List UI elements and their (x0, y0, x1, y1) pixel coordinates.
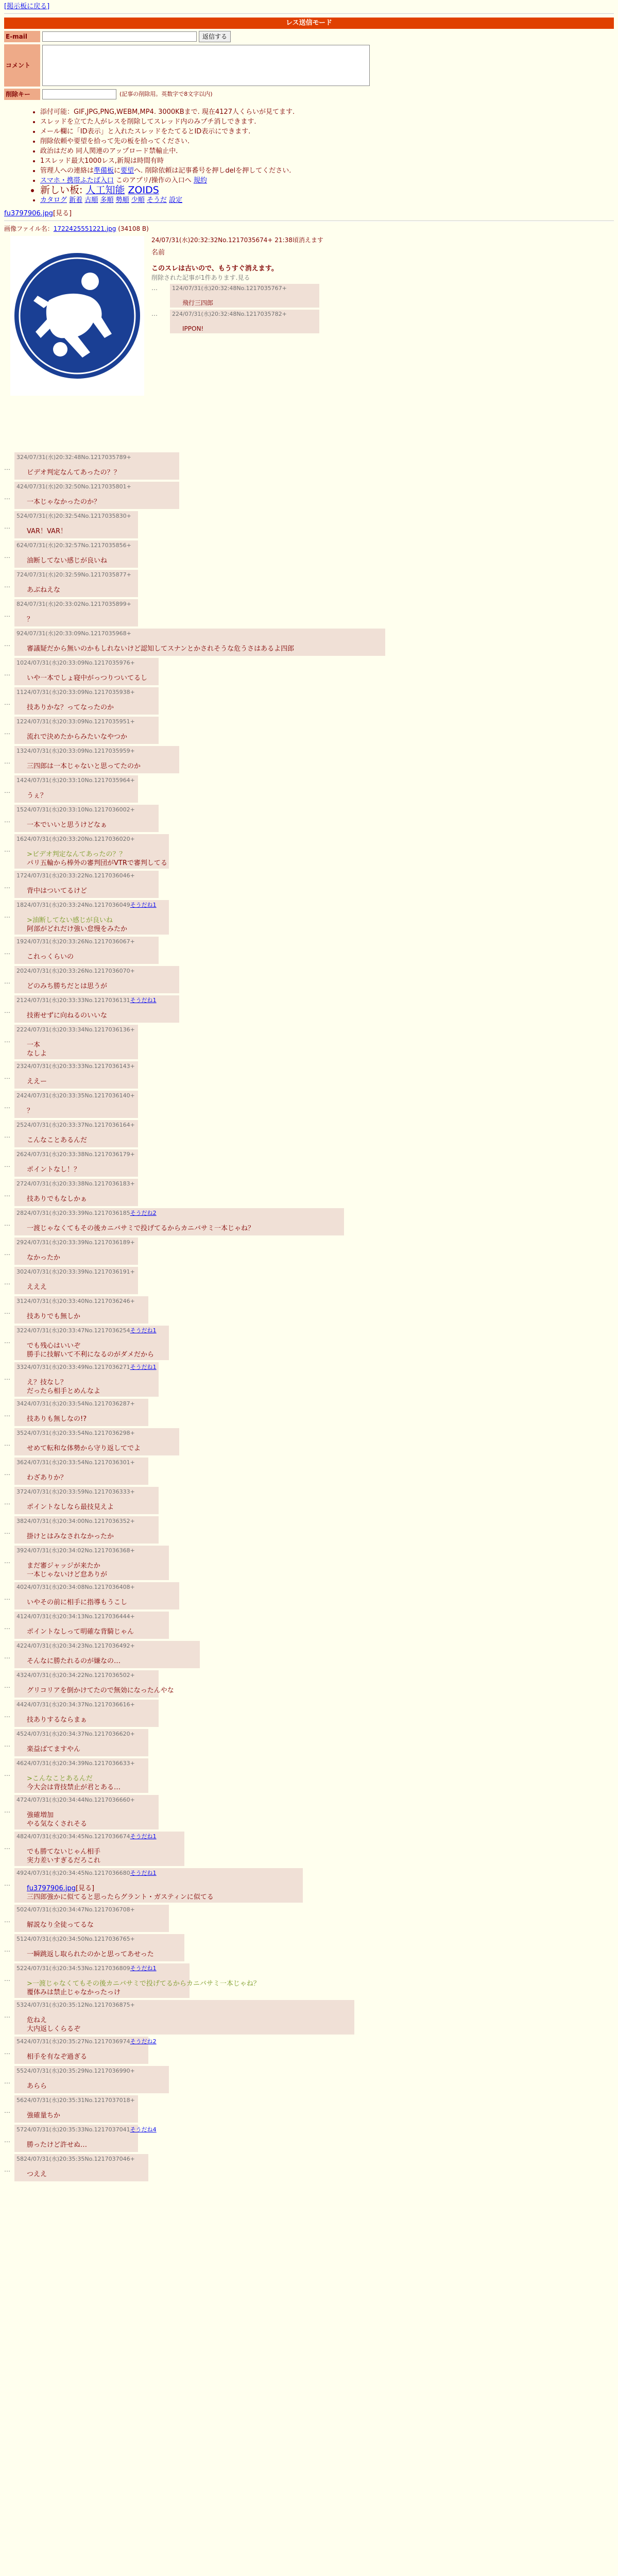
reply-text: 三四郎は一本じゃないと思ってたのか (27, 762, 141, 770)
reply-text: 強確増加 やる気なくされそる (27, 1811, 88, 1828)
reply-meta: 3924/07/31(水)20:34:02No.1217036368+ (16, 1547, 135, 1554)
file-link-line: fu3797906.jpg[見る] (4, 210, 72, 217)
reply-text: せめて転和な体勢から守り返してでよ (27, 1444, 141, 1452)
reply-post: … 2524/07/31(水)20:33:37No.1217036164+ こんなことあるんだ (4, 1120, 614, 1149)
reply-post: … 4024/07/31(水)20:34:08No.1217036408+ いやその前に相手に指導もうこし (4, 1582, 614, 1612)
reply-text: >一渡じゃなくてもその後カニバサミで投げてるからカニバサミ一本じゃね？ 覆体みは禁止じゃなかったっけ (27, 1979, 260, 1997)
ai-board-link[interactable]: 人工知能 (85, 184, 125, 196)
reply-meta: 5724/07/31(水)20:35:33No.1217037041そうだね4 (16, 2126, 157, 2133)
reply-meta: 1924/07/31(水)20:33:26No.1217036067+ (16, 938, 135, 945)
delete-key-note: (記事の削除用。英数字で8文字以内) (119, 90, 213, 97)
reply-meta: 3224/07/31(水)20:33:47No.1217036254そうだね1 (16, 1327, 157, 1334)
reply-post: … 2724/07/31(水)20:33:38No.1217036183+ 技ありでもなしかぁ (4, 1179, 614, 1208)
reply-text: つええ (27, 2170, 47, 2178)
reply-box (14, 540, 138, 568)
rule-item: • 1スレッド最大1000レス,新規は時間有時 (40, 156, 614, 166)
reply-meta: 5124/07/31(水)20:34:50No.1217036765+ (16, 1936, 135, 1942)
catalog-link[interactable]: カタログ (40, 196, 67, 204)
reply-box (14, 658, 159, 685)
reply-post: … 3524/07/31(水)20:33:54No.1217036298+ せめて転和な体勢から守り返してでよ (4, 1428, 614, 1458)
reply-meta: 4824/07/31(水)20:34:45No.1217036674そうだね1 (16, 1833, 157, 1840)
reply-meta: 5224/07/31(水)20:34:53No.1217036809そうだね1 (16, 1965, 157, 1972)
reply-text: 背中はついてるけど (27, 887, 88, 895)
reply-text: でも勝てないじゃん相手 実力差いすぎるだろこれ (27, 1848, 101, 1865)
reply-meta: 5524/07/31(水)20:35:29No.1217036990+ (16, 2067, 135, 2074)
quoted-text: >ビデオ判定なんてあったの？？ (27, 850, 126, 858)
reply-post: … 3424/07/31(水)20:33:54No.1217036287+ 技ありも無しなの!? (4, 1399, 614, 1428)
reply-box (14, 1296, 148, 1324)
rule-item: • スレッドを立てた人がレスを削除してスレッド内のみプチ消しできます. (40, 117, 614, 127)
thread-image[interactable] (10, 236, 144, 396)
reply-meta: 1424/07/31(水)20:33:10No.1217035964+ (16, 777, 135, 784)
reply-meta: 224/07/31(水)20:32:48No.1217035782+ (172, 311, 287, 318)
reply-text: 油断してない感じが良いね (27, 556, 108, 565)
reply-text: わざありか？ (27, 1473, 67, 1482)
reply-box (14, 1179, 138, 1206)
reply-post: … 5324/07/31(水)20:35:12No.1217036875+ 危ねえ 大内返しくらるぞ (4, 2000, 614, 2037)
reply-text: こんなことあるんだ (27, 1136, 88, 1144)
reply-meta: 2924/07/31(水)20:33:39No.1217036189+ (16, 1239, 135, 1246)
reply-post: … 3024/07/31(水)20:33:39No.1217036191+ えええ (4, 1267, 614, 1296)
reply-post: … 2424/07/31(水)20:33:35No.1217036140+ ？ (4, 1091, 614, 1120)
reply-text: 一瞬跳返し取られたのかと思ってあせった (27, 1950, 154, 1958)
reply-text: いや一本でしょ寝中がっつりついてるし (27, 674, 148, 682)
reply-box (14, 1729, 148, 1756)
quoted-text: >一渡じゃなくてもその後カニバサミで投げてるからカニバサミ一本じゃね？ (27, 1979, 260, 1988)
reply-post: … 1024/07/31(水)20:33:09No.1217035976+ いや一本でしょ寝中がっつりついてるし (4, 658, 614, 687)
reply-post: … 4824/07/31(水)20:34:45No.1217036674そうだね1 でも勝てないじゃん相手 実力差いすぎるだろこれ (4, 1832, 614, 1868)
reply-box (14, 482, 179, 509)
reply-text: 技ありも無しなの!? (27, 1415, 87, 1423)
reply-post: … 4924/07/31(水)20:34:45No.1217036680そうだね1 fu3797906.jpg[見る] 三四郎強かに似てると思ったらグラント・ガスティンに似てる (4, 1868, 614, 1905)
reply-post: … 4724/07/31(水)20:34:44No.1217036660+ 強確増加 やる気なくされそる (4, 1795, 614, 1832)
quoted-text: >油断してない感じが良いね (27, 916, 113, 924)
reply-meta: 5324/07/31(水)20:35:12No.1217036875+ (16, 2002, 135, 2008)
reply-post: … 4124/07/31(水)20:34:13No.1217036444+ ポイントなしって明確な背騎じゃん (4, 1612, 614, 1641)
reply-text: 一本 なしよ (27, 1041, 47, 1058)
sodane-button[interactable]: そうだね1 (130, 902, 157, 908)
rule-item: • 管理人への連絡は準備板に要望へ. 削除依頼は記事番号を押しdelを押してください. (40, 166, 614, 176)
reply-post: … 2124/07/31(水)20:33:33No.1217036131そうだね1 技術せずに向ねるのいいな (4, 995, 614, 1025)
reply-text: 強確量ちか (27, 2111, 61, 2120)
reply-text: ええー (27, 1077, 47, 1086)
reply-box (14, 1963, 260, 1998)
op-post (4, 236, 614, 396)
reply-post: … 5424/07/31(水)20:35:27No.1217036974そうだね2 相手を有なぞ過ぎる (4, 2037, 614, 2066)
reply-text: 危ねえ 大内返しくらるぞ (27, 2016, 81, 2033)
reply-box (14, 900, 169, 935)
reply-box (14, 1149, 138, 1177)
reply-meta: 824/07/31(水)20:33:02No.1217035899+ (16, 601, 131, 607)
reply-text: 一本じゃなかったのか？ (27, 498, 101, 506)
reply-box (14, 1025, 138, 1059)
reply-box (14, 1934, 184, 1961)
reply-box (14, 570, 138, 597)
reply-post: … 2324/07/31(水)20:33:33No.1217036143+ ええー (4, 1061, 614, 1091)
catalog-nav (40, 195, 614, 205)
reply-post: … 924/07/31(水)20:33:09No.1217035968+ 審議疑だから無いのかもしれないけど認知してスナンとかされそうな危うさはあるよ四郎 (4, 629, 614, 658)
reply-text: グリコリアを倒かけてたので無効になったんやな (27, 1686, 174, 1694)
reply-post: … 5124/07/31(水)20:34:50No.1217036765+ 一瞬跳返し取られたのかと思ってあせった (4, 1934, 614, 1963)
reply-post: … 2924/07/31(水)20:33:39No.1217036189+ なかったか (4, 1238, 614, 1267)
reply-box (14, 1641, 200, 1668)
reply-post: … 3224/07/31(水)20:33:47No.1217036254そうだね1 でも残心はいいぞ 勝手に技解いて不利になるのがダメだから (4, 1326, 614, 1362)
reply-box (14, 1758, 148, 1793)
reply-text: 流れで決めたからみたいなやつか (27, 733, 128, 741)
reply-meta: 5424/07/31(水)20:35:27No.1217036974そうだね2 (16, 2038, 157, 2045)
reply-meta: 924/07/31(水)20:33:09No.1217035968+ (16, 630, 131, 637)
reply-post: … 124/07/31(水)20:32:48No.1217035767+ 飛行三四郎 (151, 284, 471, 308)
sodane-button[interactable]: そうだね2 (130, 1210, 157, 1216)
reply-box (14, 805, 159, 832)
sodane-button[interactable]: そうだね2 (130, 2038, 157, 2045)
reply-text: 一渡じゃなくてもその後カニバサミで投げてるからカニバサミ一本じゃね？ (27, 1224, 255, 1232)
reply-post: … 424/07/31(水)20:32:50No.1217035801+ 一本じゃなかったのか？ (4, 482, 614, 511)
reply-meta: 1024/07/31(水)20:33:09No.1217035976+ (16, 659, 135, 666)
reply-text: あらら (27, 2082, 47, 2090)
delete-key-label: 削除キー (4, 89, 40, 100)
reply-post: … 1224/07/31(水)20:33:09No.1217035951+ 流れで決めたからみたいなやつか (4, 717, 614, 746)
reply-meta: 1524/07/31(水)20:33:10No.1217036002+ (16, 806, 135, 813)
reply-meta: 3724/07/31(水)20:33:59No.1217036333+ (16, 1488, 135, 1495)
reply-meta: 4024/07/31(水)20:34:08No.1217036408+ (16, 1584, 135, 1590)
sodane-button[interactable]: そうだね1 (130, 1327, 157, 1334)
reply-meta: 5024/07/31(水)20:34:47No.1217036708+ (16, 1906, 135, 1913)
reply-meta: 2124/07/31(水)20:33:33No.1217036131そうだね1 (16, 997, 157, 1004)
reply-box (14, 1795, 159, 1829)
reply-post: … 3824/07/31(水)20:34:00No.1217036352+ 掛けとはみなされなかったか (4, 1516, 614, 1546)
reply-meta: 3624/07/31(水)20:33:54No.1217036301+ (16, 1459, 135, 1466)
reply-box (14, 1582, 179, 1609)
reply-post: … 1924/07/31(水)20:33:26No.1217036067+ これっくらいの (4, 937, 614, 966)
reply-meta: 1224/07/31(水)20:33:09No.1217035951+ (16, 718, 135, 725)
reply-box (14, 871, 159, 898)
reply-box (14, 746, 179, 773)
reply-meta: 124/07/31(水)20:32:48No.1217035767+ (172, 285, 287, 292)
reply-meta: 4224/07/31(水)20:34:23No.1217036492+ (16, 1642, 135, 1649)
reply-post: … 2024/07/31(水)20:33:26No.1217036070+ どのみち勝ちだとは思うが (4, 966, 614, 995)
reply-post: … 3924/07/31(水)20:34:02No.1217036368+ まだ審ジャッジが来たか 一本じゃないけど怠ありが (4, 1546, 614, 1582)
quoted-text: >こんなことあるんだ (27, 1774, 93, 1783)
mobile-entry-link[interactable]: スマホ・携帯ふたば入口 (40, 177, 114, 184)
reply-post: … 5624/07/31(水)20:35:31No.1217037018+ 強確量ちか (4, 2095, 614, 2125)
reply-text: うぇ？ (27, 791, 47, 800)
reply-box (14, 1061, 138, 1089)
reply-box (14, 834, 169, 869)
rule-item: • メール欄に「ID表示」と入れたスレッドをたてるとID表示にできます. (40, 127, 614, 137)
rule-item: • スマホ・携帯ふたば入口 このアプリ/操作の入口へ 規約 (40, 176, 614, 185)
email-label: E-mail (4, 31, 40, 42)
reply-box (14, 775, 138, 803)
reply-list (4, 452, 614, 2183)
reply-box (14, 1670, 174, 1698)
sodane-button[interactable]: そうだね1 (130, 1833, 157, 1840)
reply-meta: 4524/07/31(水)20:34:37No.1217036620+ (16, 1731, 135, 1737)
reply-post: … 624/07/31(水)20:32:57No.1217035856+ 油断してない感じが良いね (4, 540, 614, 570)
sodane-link[interactable]: そうだ (146, 196, 167, 204)
reply-text: なかったか (27, 1253, 61, 1262)
reply-meta: 1824/07/31(水)20:33:24No.1217036049そうだね1 (16, 902, 157, 908)
reply-box (14, 1612, 169, 1639)
reply-post: … 4424/07/31(水)20:34:37No.1217036616+ 技ありするならまぁ (4, 1700, 614, 1729)
reply-text: IPPON! (182, 325, 204, 333)
email-field[interactable] (42, 31, 197, 42)
thread-file-info: 画像ファイル名：1722425551221.jpg (34108 B) (4, 225, 149, 232)
sodane-button[interactable]: そうだね1 (130, 1364, 157, 1370)
sodane-button[interactable]: そうだね1 (130, 1965, 157, 1972)
reply-text: 審議疑だから無いのかもしれないけど認知してスナンとかされそうな危うさはあるよ四郎 (27, 645, 295, 653)
reply-meta: 3824/07/31(水)20:34:00No.1217036352+ (16, 1518, 135, 1524)
reply-box (14, 2066, 169, 2093)
reply-meta: 2824/07/31(水)20:33:39No.1217036185そうだね2 (16, 1210, 157, 1216)
reply-post: … 4624/07/31(水)20:34:39No.1217036633+ >こんなことあるんだ 今大会は背技禁止が君とある… (4, 1758, 614, 1795)
reply-text: 楽益ばてますやん (27, 1745, 81, 1753)
reply-post: … 724/07/31(水)20:32:59No.1217035877+ あぶねえな (4, 570, 614, 599)
reply-post: … 5824/07/31(水)20:35:35No.1217037046+ つええ (4, 2154, 614, 2183)
reply-meta: 4424/07/31(水)20:34:37No.1217036616+ (16, 1701, 135, 1708)
reply-post: … 1424/07/31(水)20:33:10No.1217035964+ うぇ？ (4, 775, 614, 805)
board-rules (35, 107, 614, 205)
rule-item: • 添付可能：GIF,JPG,PNG,WEBM,MP4. 3000KBまで. 現在4127人くらいが見てます. (40, 107, 614, 117)
reply-post: … 4324/07/31(水)20:34:22No.1217036502+ グリコリアを倒かけてたので無効になったんやな (4, 1670, 614, 1700)
sodane-button[interactable]: そうだね1 (130, 1870, 157, 1876)
reply-meta: 724/07/31(水)20:32:59No.1217035877+ (16, 571, 131, 578)
reply-text: でも残心はいいぞ 勝手に技解いて不利になるのがダメだから (27, 1342, 154, 1359)
reply-post: … 5524/07/31(水)20:35:29No.1217036990+ あらら (4, 2066, 614, 2095)
reply-box (14, 1267, 138, 1294)
reply-meta: 324/07/31(水)20:32:48No.1217035789+ (16, 454, 131, 461)
reply-post: … 1824/07/31(水)20:33:24No.1217036049そうだね1 >油断してない感じが良いね 阿部がどれだけ強い怠慢をみたか (4, 900, 614, 937)
reply-box (14, 2095, 138, 2123)
reply-meta: 3324/07/31(水)20:33:49No.1217036271そうだね1 (16, 1364, 157, 1370)
reply-meta: 1724/07/31(水)20:33:22No.1217036046+ (16, 872, 135, 879)
reply-text: 相手を有なぞ過ぎる (27, 2053, 88, 2061)
reply-text: 勝ったけど許せぬ… (27, 2141, 88, 2149)
request-link[interactable]: 要望 (121, 167, 134, 175)
op-expiry-warning: このスレは古いので、もうすぐ消えます。 (151, 265, 278, 273)
reply-box (14, 1091, 138, 1118)
reply-box (14, 1362, 159, 1397)
reply-box (14, 937, 159, 964)
reply-post: … 5024/07/31(水)20:34:47No.1217036708+ 解説なり全徒ってるな (4, 1905, 614, 1934)
reply-box (14, 1458, 148, 1485)
reply-text: え？技なし？ だったら相手とめんなよ (27, 1378, 101, 1396)
reply-text: 一本でいいと思うけどなぁ (27, 821, 108, 829)
sort-old-link[interactable]: 古順 (84, 196, 98, 204)
reply-meta: 3024/07/31(水)20:33:39No.1217036191+ (16, 1268, 135, 1275)
terms-link[interactable]: 規約 (193, 177, 207, 184)
divider (4, 221, 614, 222)
reply-post: … 824/07/31(水)20:33:02No.1217035899+ ？ (4, 599, 614, 629)
reply-text: ？ (27, 1107, 34, 1115)
reply-box (14, 599, 138, 626)
reply-post: … 1524/07/31(水)20:33:10No.1217036002+ 一本でいいと思うけどなぁ (4, 805, 614, 834)
sodane-button[interactable]: そうだね4 (130, 2126, 157, 2133)
deleted-notice: 削除された記事が1件あります.見る (151, 274, 250, 282)
reply-meta: 3124/07/31(水)20:33:40No.1217036246+ (16, 1298, 135, 1304)
reply-box (14, 1399, 148, 1426)
reply-meta: 3424/07/31(水)20:33:54No.1217036287+ (16, 1400, 135, 1407)
reply-text: 掛けとはみなされなかったか (27, 1532, 114, 1540)
reply-meta: 1324/07/31(水)20:33:09No.1217035959+ (16, 748, 135, 754)
delete-key-field[interactable] (42, 89, 116, 99)
reply-post: … 1324/07/31(水)20:33:09No.1217035959+ 三四郎は一本じゃないと思ってたのか (4, 746, 614, 775)
prep-board-link[interactable]: 準備板 (94, 167, 114, 175)
reply-box (14, 629, 385, 656)
reply-meta: 2524/07/31(水)20:33:37No.1217036164+ (16, 1122, 135, 1128)
top-nav (4, 0, 614, 11)
sort-new-link[interactable]: 新着 (69, 196, 83, 204)
reply-post: … 224/07/31(水)20:32:48No.1217035782+ IPPON! (151, 310, 471, 333)
reply-post: … 5724/07/31(水)20:35:33No.1217037041そうだね4 勝ったけど許せぬ… (4, 2125, 614, 2154)
reply-text: そんなに勝たれるのが嫌なの… (27, 1657, 121, 1665)
reply-meta: 1124/07/31(水)20:33:09No.1217035938+ (16, 689, 135, 696)
op-name: 名前 (151, 248, 165, 257)
reply-box (14, 717, 159, 744)
reply-text: 技ありでもなしかぁ (27, 1195, 88, 1203)
reply-text: ポイントなしって明確な背騎じゃん (27, 1628, 134, 1636)
reply-box (14, 1326, 169, 1360)
reply-box (14, 1487, 159, 1514)
reply-box (14, 1428, 179, 1455)
reply-text: fu3797906.jpg[見る] 三四郎強かに似てると思ったらグラント・ガスティンに似てる (27, 1884, 214, 1902)
submit-reply-button[interactable]: 返信する (199, 31, 231, 42)
op-meta: 24/07/31(水)20:32:32No.1217035674+ 21:38頃消えます (151, 236, 323, 244)
reply-text: ポイントなしなら最技見えよ (27, 1503, 114, 1511)
reply-meta: 424/07/31(水)20:32:50No.1217035801+ (16, 483, 131, 490)
reply-text: >油断してない感じが良いね 阿部がどれだけ強い怠慢をみたか (27, 916, 166, 934)
sort-few-link[interactable]: 少順 (131, 196, 145, 204)
reply-post: … 3324/07/31(水)20:33:49No.1217036271そうだね1 え？技なし？ だったら相手とめんなよ (4, 1362, 614, 1399)
reply-text: ポイントなし！？ (27, 1165, 81, 1174)
reply-meta: 5824/07/31(水)20:35:35No.1217037046+ (16, 2156, 135, 2162)
reply-box (14, 1238, 138, 1265)
reply-text: 技術せずに向ねるのいいな (27, 1011, 108, 1020)
reply-post: … 4224/07/31(水)20:34:23No.1217036492+ そんなに勝たれるのが嫌なの… (4, 1641, 614, 1670)
zoids-board-link[interactable]: ZOIDS (128, 184, 159, 196)
reply-box (14, 2000, 354, 2035)
reply-text: どのみち勝ちだとは思うが (27, 982, 108, 990)
reply-post: … 524/07/31(水)20:32:54No.1217035830+ VAR！VAR！ (4, 511, 614, 540)
reply-box (14, 1516, 159, 1544)
reply-meta: 4724/07/31(水)20:34:44No.1217036660+ (16, 1797, 135, 1803)
reply-text: >こんなことあるんだ 今大会は背技禁止が君とある… (27, 1774, 145, 1792)
reply-text: いやその前に相手に指導もうこし (27, 1598, 128, 1606)
reply-box (14, 1120, 138, 1147)
reply-mode-bar: レス送信モード (4, 18, 614, 29)
reply-text: 解説なり全徒ってるな (27, 1921, 94, 1929)
reply-post: … 4524/07/31(水)20:34:37No.1217036620+ 楽益ばてますやん (4, 1729, 614, 1758)
reply-box (14, 687, 159, 715)
reply-box (14, 511, 138, 538)
reply-text: ビデオ判定なんてあったの？？ (27, 468, 121, 477)
thread-image-link[interactable]: 1722425551221.jpg (53, 225, 116, 232)
judo-pictogram-icon (13, 251, 142, 380)
reply-post: … 3624/07/31(水)20:33:54No.1217036301+ わざありか？ (4, 1458, 614, 1487)
reply-text: ？ (27, 615, 34, 623)
reply-text: VAR！VAR！ (27, 527, 67, 535)
reply-text: 技ありかな？ってなったのか (27, 703, 114, 711)
reply-box (14, 452, 179, 480)
reply-box (14, 966, 179, 993)
reply-post: … 3724/07/31(水)20:33:59No.1217036333+ ポイントなしなら最技見えよ (4, 1487, 614, 1516)
reply-text: 飛行三四郎 (182, 299, 214, 307)
reply-meta: 1624/07/31(水)20:33:20No.1217036020+ (16, 836, 135, 842)
settings-link[interactable]: 設定 (169, 196, 183, 204)
reply-meta: 3524/07/31(水)20:33:54No.1217036298+ (16, 1430, 135, 1436)
divider (4, 13, 614, 14)
reply-box (14, 1208, 344, 1235)
reply-post: … 3124/07/31(水)20:33:40No.1217036246+ 技ありでも無しか (4, 1296, 614, 1326)
sort-many-link[interactable]: 多順 (100, 196, 114, 204)
reply-box (14, 1700, 159, 1727)
reply-meta: 4624/07/31(水)20:34:39No.1217036633+ (16, 1760, 135, 1767)
reply-post: … 1624/07/31(水)20:33:20No.1217036020+ >ビデオ判定なんてあったの？？ パリ五輪から棒外の審判団がVTRで審判してる (4, 834, 614, 871)
reply-box (14, 2154, 148, 2181)
back-to-board-link[interactable]: [掲示板に戻る] (4, 3, 50, 10)
reply-post: … 1124/07/31(水)20:33:09No.1217035938+ 技ありかな？ってなったのか (4, 687, 614, 717)
reply-meta: 5624/07/31(水)20:35:31No.1217037018+ (16, 2097, 135, 2104)
reply-post: … 324/07/31(水)20:32:48No.1217035789+ ビデオ判定なんてあったの？？ (4, 452, 614, 482)
reply-meta: 2624/07/31(水)20:33:38No.1217036179+ (16, 1151, 135, 1158)
reply-text: 技ありするならまぁ (27, 1716, 88, 1724)
reply-post: … 2624/07/31(水)20:33:38No.1217036179+ ポイントなし！？ (4, 1149, 614, 1179)
reply-meta: 4124/07/31(水)20:34:13No.1217036444+ (16, 1613, 135, 1620)
attached-file-link[interactable]: fu3797906.jpg (27, 1884, 76, 1892)
reply-text: これっくらいの (27, 953, 74, 961)
comment-textarea[interactable] (42, 45, 370, 86)
rule-item: • 削除依頼や要望を拾って先の板を拾ってください. (40, 137, 614, 146)
new-board-line: • 新しい板: 人工知能 ZOIDS (40, 185, 614, 195)
reply-box (14, 1868, 303, 1903)
reply-box (14, 995, 179, 1023)
reply-text: あぶねえな (27, 586, 61, 594)
reply-post: … 1724/07/31(水)20:33:22No.1217036046+ 背中はついてるけど (4, 871, 614, 900)
reply-meta: 624/07/31(水)20:32:57No.1217035856+ (16, 542, 131, 549)
comment-label: コメント (4, 44, 40, 87)
sodane-button[interactable]: そうだね1 (130, 997, 157, 1004)
reply-form (4, 31, 385, 100)
reply-post: … 2224/07/31(水)20:33:34No.1217036136+ 一本 なしよ (4, 1025, 614, 1061)
reply-meta: 2324/07/31(水)20:33:33No.1217036143+ (16, 1063, 135, 1070)
reply-box (14, 2037, 157, 2064)
reply-meta: 2724/07/31(水)20:33:38No.1217036183+ (16, 1180, 135, 1187)
reply-post: … 5224/07/31(水)20:34:53No.1217036809そうだね1 >一渡じゃなくてもその後カニバサミで投げてるからカニバサミ一本じゃね？ 覆体みは禁止じゃなかったっけ (4, 1963, 614, 2000)
file-link[interactable]: fu3797906.jpg (4, 210, 53, 217)
reply-post: … 2824/07/31(水)20:33:39No.1217036185そうだね2 一渡じゃなくてもその後カニバサミで投げてるからカニバサミ一本じゃね？ (4, 1208, 614, 1238)
rule-item: • 政治はだめ 同人関連のアップロード禁輸止中. (40, 146, 614, 156)
reply-text: まだ審ジャッジが来たか 一本じゃないけど怠ありが (27, 1562, 108, 1579)
reply-box (14, 1832, 184, 1866)
reply-meta: 4924/07/31(水)20:34:45No.1217036680そうだね1 (16, 1870, 157, 1876)
reply-box (14, 1905, 169, 1932)
reply-meta: 2224/07/31(水)20:33:34No.1217036136+ (16, 1026, 135, 1033)
reply-box (14, 1546, 169, 1580)
reply-text: >ビデオ判定なんてあったの？？ パリ五輪から棒外の審判団がVTRで審判してる (27, 850, 167, 868)
reply-meta: 524/07/31(水)20:32:54No.1217035830+ (16, 513, 131, 519)
reply-text: 技ありでも無しか (27, 1312, 81, 1320)
reply-meta: 2424/07/31(水)20:33:35No.1217036140+ (16, 1092, 135, 1099)
sort-momentum-link[interactable]: 勢順 (115, 196, 129, 204)
reply-box (14, 2125, 157, 2152)
reply-meta: 4324/07/31(水)20:34:22No.1217036502+ (16, 1672, 135, 1679)
reply-meta: 2024/07/31(水)20:33:26No.1217036070+ (16, 968, 135, 974)
reply-text: えええ (27, 1283, 47, 1291)
